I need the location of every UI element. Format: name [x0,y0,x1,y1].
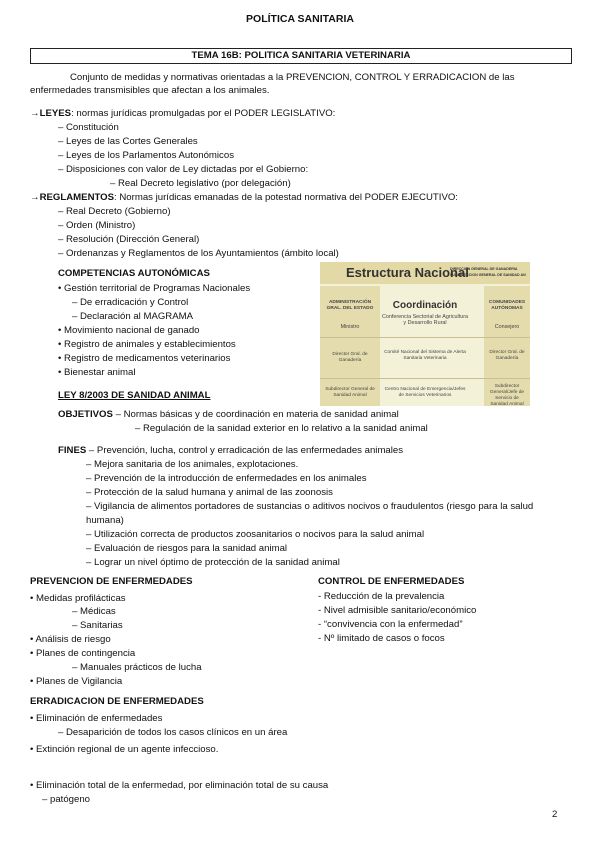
figure-right-head: COMUNIDADES AUTÓNOMAS [488,300,526,311]
erradicacion-subitem: – patógeno [42,794,91,805]
fines-text: – Prevención, lucha, control y erradicación de las enfermedades animales [86,445,404,456]
control-item: - Nº limitado de casos o focos [318,633,445,644]
prevencion-item: • Planes de Vigilancia [30,676,123,687]
fines-item: – Utilización correcta de productos zoosanitarios o nocivos para la salud animal [86,529,425,540]
reglamentos-item: – Orden (Ministro) [58,220,136,231]
figure-subtitle-2: SUBDIRECCION GENERAL DE SANIDAD AN [450,273,526,277]
fines-item: – Lograr un nivel óptimo de protección de la sanidad animal [86,557,340,568]
prevencion-subitem: – Médicas [72,606,116,617]
figure-left-3: Subdirector General de Sanidad Animal [325,387,375,398]
reglamentos-label: →REGLAMENTOS [30,192,115,203]
reglamentos-item: – Resolución (Dirección General) [58,234,200,245]
objetivos-label: OBJETIVOS [58,409,113,420]
intro-line-1: Conjunto de medidas y normativas orientadas a la PREVENCION, CONTROL Y ERRADICACION de las [70,72,515,83]
competencias-item: • Gestión territorial de Programas Nacionales [58,283,251,294]
reglamentos-item: – Ordenanzas y Reglamentos de los Ayuntamientos (ámbito local) [58,248,339,259]
page-title: POLÍTICA SANITARIA [246,13,354,25]
competencias-item: • Registro de medicamentos veterinarios [58,353,231,364]
control-item: - Nivel admisible sanitario/económico [318,605,477,616]
control-item: - “convivencia con la enfermedad” [318,619,463,630]
leyes-desc: : normas jurídicas promulgadas por el PODER LEGISLATIVO: [71,108,336,119]
figure-left-head: ADMINISTRACIÓN GRAL. DEL ESTADO [326,300,374,311]
figure-right-3: Subdirector General/Jefe de Servicio de Sanidad Animal [489,384,525,406]
prevencion-item: • Planes de contingencia [30,648,136,659]
prevencion-title: PREVENCION DE ENFERMEDADES [30,576,193,587]
erradicacion-title: ERRADICACION DE ENFERMEDADES [30,696,204,707]
figure-center-title: Coordinación [392,300,458,311]
objetivos-line-1 [58,409,399,421]
fines-item-cont: humana) [86,515,124,526]
control-item: - Reducción de la prevalencia [318,591,445,602]
objetivos-line-2: – Regulación de la sanidad exterior en lo relativo a la sanidad animal [135,423,428,434]
ley8-title: LEY 8/2003 DE SANIDAD ANIMAL [58,390,211,401]
figure-center-1: Conferencia Sectorial de Agricultura y Desarrollo Rural [382,314,468,326]
erradicacion-item: • Eliminación de enfermedades [30,713,163,724]
leyes-heading [30,108,335,120]
topic-title-box: TEMA 16B: POLITICA SANITARIA VETERINARIA [30,48,572,64]
competencias-item: • Bienestar animal [58,367,136,378]
figure-center-2: Comité Nacional del Sistema de Alerta Sanitaria Veterinaria [384,350,466,361]
objetivos-text: – Normas básicas y de coordinación en materia de sanidad animal [112,409,399,420]
fines-label: FINES [58,445,87,456]
page-number: 2 [552,809,558,820]
control-title: CONTROL DE ENFERMEDADES [318,576,465,587]
erradicacion-subitem: – Desaparición de todos los casos clínicos en un área [58,727,288,738]
erradicacion-item: • Eliminación total de la enfermedad, por eliminación total de su causa [30,780,329,791]
figure-title: Estructura Nacional [346,265,469,280]
figure-divider [320,378,530,379]
leyes-item: – Leyes de los Parlamentos Autonómicos [58,150,234,161]
estructura-nacional-figure [320,262,530,406]
fines-item: – Evaluación de riesgos para la sanidad animal [86,543,288,554]
fines-item: – Protección de la salud humana y animal de las zoonosis [86,487,333,498]
competencias-subitem: – De erradicación y Control [72,297,189,308]
competencias-item: • Registro de animales y establecimientos [58,339,236,350]
reglamentos-item: – Real Decreto (Gobierno) [58,206,171,217]
competencias-title: COMPETENCIAS AUTONÓMICAS [58,268,210,279]
figure-center-3: Centro Nacional de Emergencia/Jefes de Servicios Veterinarios [384,387,466,398]
prevencion-item: • Medidas profilácticas [30,593,126,604]
reglamentos-desc: : Normas jurídicas emanadas de la potestad normativa del PODER EJECUTIVO: [114,192,458,203]
figure-divider [320,337,530,338]
leyes-subitem: – Real Decreto legislativo (por delegación) [110,178,291,189]
leyes-item: – Constitución [58,122,119,133]
leyes-label: →LEYES [30,108,72,119]
figure-right-1: Consejero [494,324,520,330]
figure-left-1: Ministro [340,324,360,330]
prevencion-subitem: – Sanitarias [72,620,123,631]
intro-line-2: enfermedades transmisibles que afectan a los animales. [30,85,270,96]
competencias-subitem: – Declaración al MAGRAMA [72,311,194,322]
competencias-item: • Movimiento nacional de ganado [58,325,200,336]
fines-item: – Prevención de la introducción de enfermedades en los animales [86,473,367,484]
leyes-item: – Leyes de las Cortes Generales [58,136,198,147]
erradicacion-item: • Extinción regional de un agente infeccioso. [30,744,219,755]
fines-item: – Vigilancia de alimentos portadores de sustancias o aditivos nocivos o fraudulentos (riesgo para la salud [86,501,534,512]
leyes-item: – Disposiciones con valor de Ley dictadas por el Gobierno: [58,164,309,175]
figure-subtitle-1: DIRECCION GENERAL DE GANADERIA [450,267,518,271]
figure-left-2: Director Gral. de Ganadería [332,352,368,363]
figure-right-2: Director Gral. de Ganadería [489,350,525,361]
fines-item: – Mejora sanitaria de los animales, explotaciones. [86,459,299,470]
prevencion-subitem: – Manuales prácticos de lucha [72,662,202,673]
reglamentos-heading [30,192,458,204]
fines-line-1 [58,445,403,457]
prevencion-item: • Análisis de riesgo [30,634,111,645]
